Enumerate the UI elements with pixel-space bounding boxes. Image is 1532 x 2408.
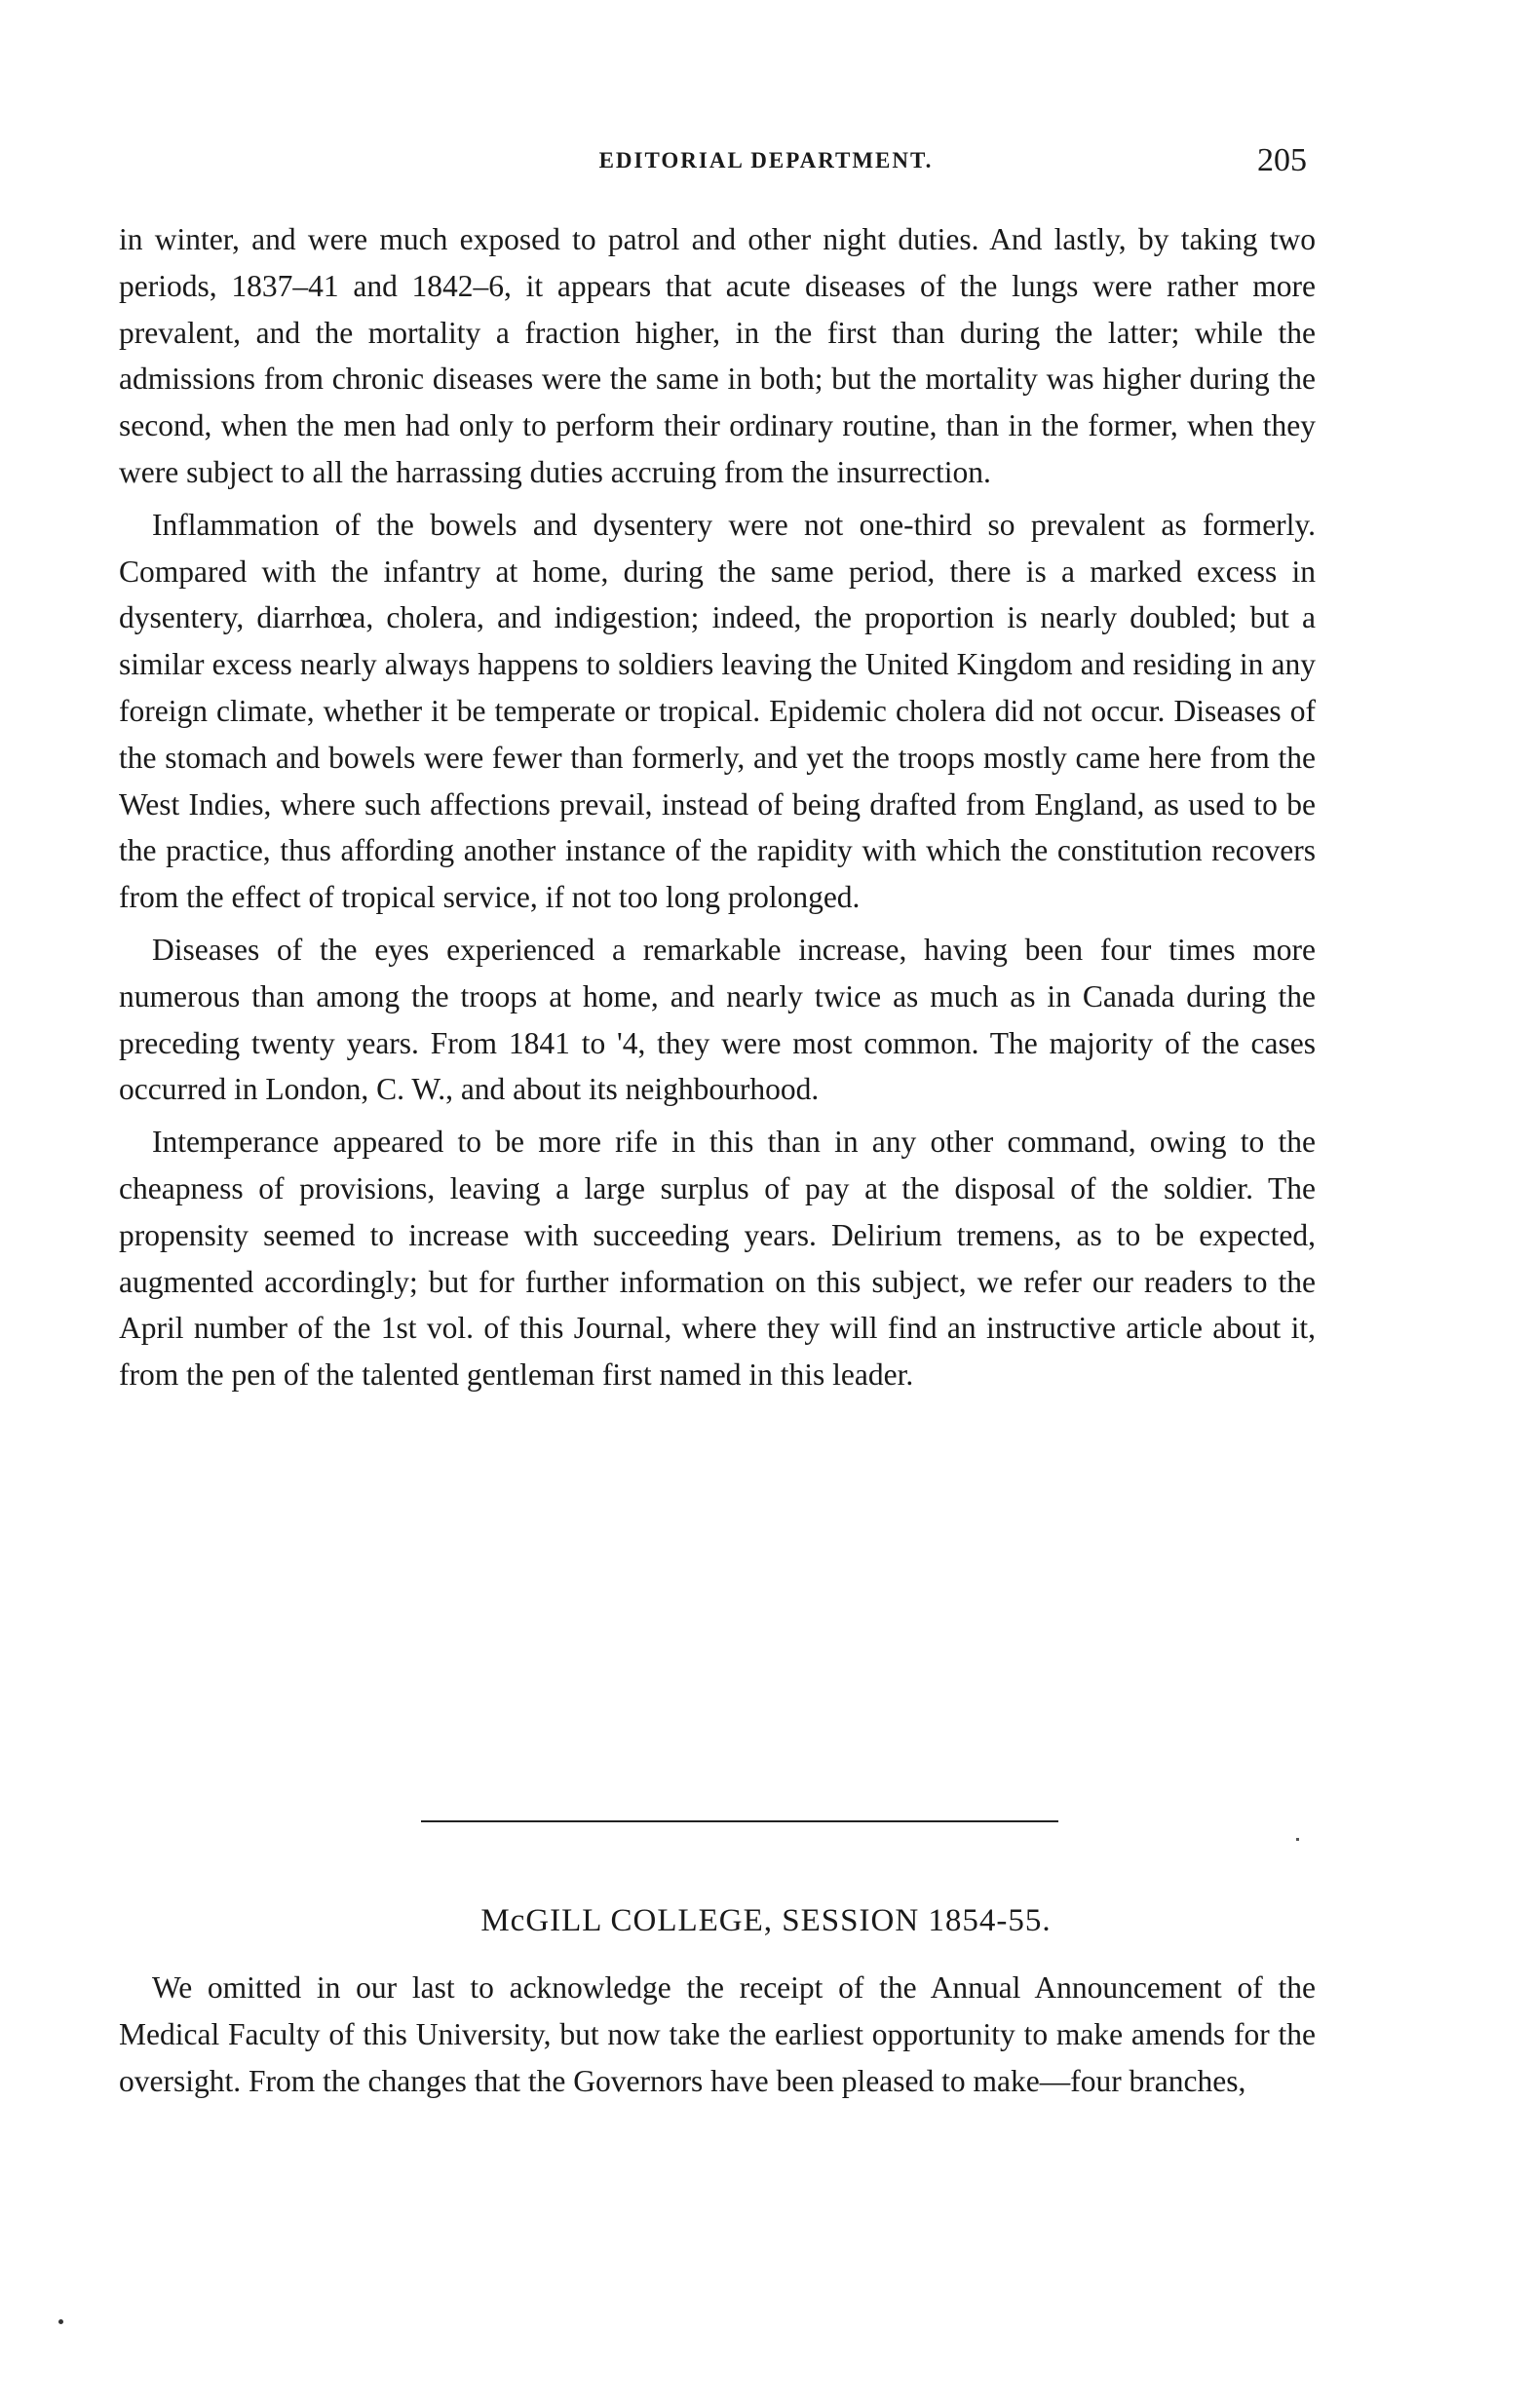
section-divider [421, 1820, 1058, 1822]
paragraph-eye-diseases: Diseases of the eyes experienced a remarkable increase, having been four times more numerous than among the troops at home, and nearly twice as much as in Canada during the preceding twenty years. From 1841 to '4, they were most common. The majority of the cases occurred in London, C. W., and about its neighbourhood. [119, 932, 1316, 1107]
article-body [119, 216, 1316, 1404]
paragraph-intemperance: Intemperance appeared to be more rife in this than in any other command, owing to the cheapness of provisions, leaving a large surplus of pay at the disposal of the soldier. The propensity seemed to increase with succeeding years. Delirium tremens, as to be expected, augmented accordingly; but for further information on this subject, we refer our readers to the April number of the 1st vol. of this Journal, where they will find an instructive article about it, from the pen of the talented gentleman first named in this leader. [119, 1125, 1316, 1393]
section-body [119, 1965, 1316, 2104]
page-number: 205 [1257, 142, 1307, 178]
section-title: McGILL COLLEGE, SESSION 1854-55. [480, 1903, 1052, 1938]
print-speck [1296, 1838, 1299, 1841]
section-paragraph: We omitted in our last to acknowledge the receipt of the Annual Announcement of the Medical Faculty of this University, but now take the earliest opportunity to make amends for the oversight. From the changes that the Governors have been pleased to make—four branches, [119, 1970, 1316, 2098]
paragraph-continuation: in winter, and were much exposed to patrol and other night duties. And lastly, by taking two periods, 1837–41 and 1842–6, it appears that acute diseases of the lungs were rather more prevalent, and the mortality a fraction higher, in the first than during the latter; while the admissions from chronic diseases were the same in both; but the mortality was higher during the second, when the men had only to perform their ordinary routine, than in the former, when they were subject to all the harrassing duties accruing from the insurrection. [119, 222, 1316, 489]
running-title: EDITORIAL DEPARTMENT. [598, 148, 934, 172]
running-head [0, 142, 1532, 181]
print-speck-bottom [58, 2319, 63, 2324]
paragraph-inflammation: Inflammation of the bowels and dysentery were not one-third so prevalent as formerly. Compared with the infantry at home, during the same period, there is a marked excess in dysentery, diarrhœa, cholera, and indigestion; indeed, the proportion is nearly doubled; but a similar excess nearly always happens to soldiers leaving the United Kingdom and residing in any foreign climate, whether it be temperate or tropical. Epidemic cholera did not occur. Diseases of the stomach and bowels were fewer than formerly, and yet the troops mostly came here from the West Indies, where such affections prevail, instead of being drafted from England, as used to be the practice, thus affording another instance of the rapidity with which the constitution recovers from the effect of tropical service, if not too long prolonged. [119, 507, 1316, 915]
